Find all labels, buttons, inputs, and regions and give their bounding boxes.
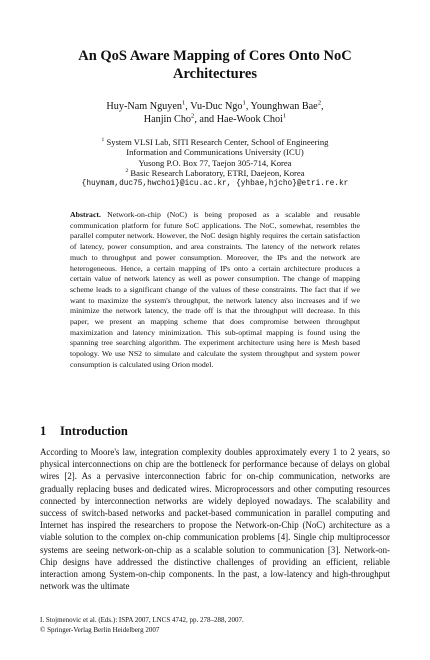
affiliation-text: System VLSI Lab, SITI Research Center, School of Engineering (104, 137, 329, 147)
affiliation-marker: 1 (242, 99, 246, 107)
author-separator: , and (194, 114, 217, 125)
affiliation-2-line-1 (40, 168, 390, 178)
author-separator: , (245, 101, 251, 112)
author-line-2 (40, 113, 390, 126)
author-name: Hanjin Cho (143, 114, 192, 125)
title-line-2: Architectures (172, 66, 258, 82)
abstract (70, 210, 360, 371)
affiliation-marker: 2 (125, 168, 129, 175)
author-list (40, 100, 390, 126)
author-name: Hae-Wook Choi (216, 114, 283, 125)
section-heading-introduction (40, 424, 128, 439)
paper-title (40, 47, 390, 83)
affiliation-marker: 1 (282, 112, 287, 120)
introduction-paragraph: According to Moore's law, integration complexity doubles approximately every 1 to 2 years, so physical interconnections on chip are the bottleneck for performance because of delays on global wires [2]. As a pervasive interconnection fabric for on-chip communication, networks are gradually replacing buses and dedicated wires. Microprocessors and other computing resources connected by interconnection networks are widely deployed nowadays. The scalability and success of switch-based networks and packet-based communication in parallel computing and Internet has inspired the researchers to propose the Network-on-Chip (NoC) architecture as a viable solution to the complex on-chip communication problems [4]. Single chip multiprocessor systems are seeing network-on-chip as a scalable solution to communication [3]. Network-on-Chip designs have addressed the distinctive challenges of providing an efficient, reliable interaction among System-on-chip components. In the past, a low-latency and high-throughput network was the ultimate (40, 447, 390, 592)
author-name: Younghwan Bae (250, 101, 318, 112)
affiliation-marker: 2 (191, 112, 195, 120)
author-emails: {huymam,duc75,hwchoi}@icu.ac.kr, {yhbae,hjcho}@etri.re.kr (81, 179, 349, 188)
affiliations (40, 137, 390, 189)
title-line-1: An QoS Aware Mapping of Cores Onto NoC (78, 48, 352, 64)
abstract-text: Network-on-chip (NoC) is being proposed as a scalable and reusable communication platform for future SoC applications. The NoC, somewhat, resembles the parallel computer network. However, the NoC design highly requires the certain satisfaction of latency, power consumption, and area constraints. The latency of the network relates much to throughput and power consumption. Moreover, the IPs and the network are heterogeneous. Hence, a certain mapping of IPs onto a certain architecture produces a certain value of network latency as well as power consumption. The change of mapping scheme leads to a significant change of the values of these constraints. The fact that if we want to maximize the system's throughput, the network latency also increases and if we minimize the network latency, the trade off is that the throughput will decrease. In this paper, we present an mapping scheme that does compromise between throughput maximization and latency minimization. This sub-optimal mapping is found using the spanning tree searching algorithm. The experiment architecture using here is Mesh based topology. We use NS2 to simulate and calculate the system throughput and system power consumption is calculated using Orion model. (70, 210, 360, 369)
affiliation-1-line-3: Yusong P.O. Box 77, Taejon 305-714, Korea (138, 157, 292, 168)
affiliation-1-line-1 (40, 137, 390, 147)
citation-line: I. Stojmenovic et al. (Eds.): ISPA 2007, LNCS 4742, pp. 278–288, 2007. (40, 616, 244, 624)
author-name: Huy-Nam Nguyen (106, 101, 182, 112)
abstract-label: Abstract. (70, 210, 101, 219)
author-line-1 (40, 100, 390, 113)
affiliation-marker: 1 (181, 99, 186, 107)
affiliation-1-line-2: Information and Communications University (ICU) (126, 147, 304, 158)
section-number: 1 (40, 424, 47, 438)
affiliation-marker: 1 (101, 137, 105, 144)
copyright-line: © Springer-Verlag Berlin Heidelberg 2007 (40, 625, 160, 634)
author-name: Vu-Duc Ngo (190, 101, 243, 112)
author-separator: , (321, 101, 324, 112)
author-separator: , (185, 101, 191, 112)
section-title: Introduction (60, 424, 128, 438)
affiliation-text: Basic Research Laboratory, ETRI, Daejeon, Korea (128, 168, 305, 179)
affiliation-marker: 2 (317, 99, 322, 107)
page-footer (40, 616, 390, 635)
